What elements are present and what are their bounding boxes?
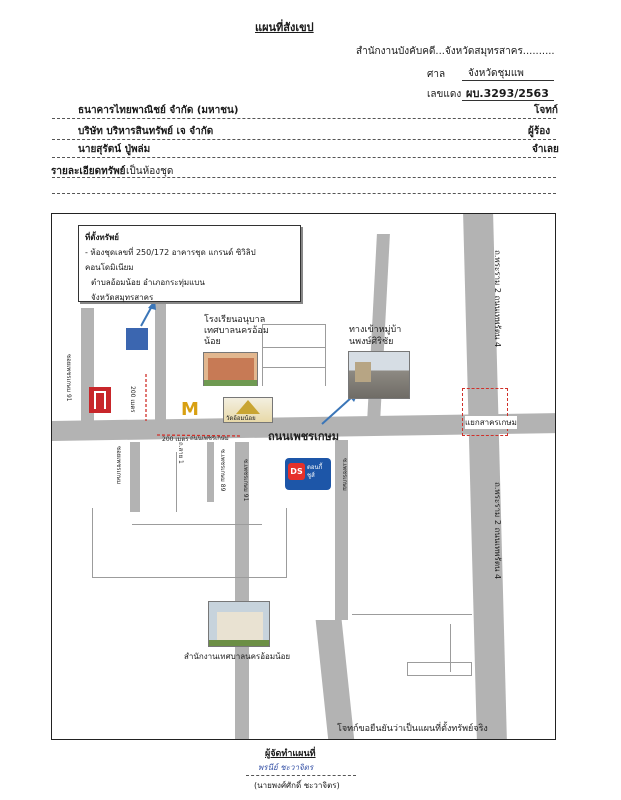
location-map [51, 213, 556, 740]
soi-c-label: ซ.เพชรเกษม [341, 458, 348, 491]
municipality-office-photo [208, 601, 270, 647]
highway-label-top: ถ.พระราม 2 ถนนเทพรัตน 4 [493, 250, 502, 348]
certification-text: โจทก์ขอยืนยันว่าเป็นแผนที่ตั้งทรัพย์จริง [337, 724, 488, 734]
signature-scribble: พรนีย์ ชะวาจิตร [258, 763, 314, 772]
asset-value: เป็นห้องชุด [126, 166, 174, 177]
case-underline [462, 100, 554, 101]
municipality-office-label: สำนักงานเทศบาลนครอ้อมน้อย [184, 652, 291, 661]
soi-left-label: ซอยเพชรเกษม 91 [65, 354, 72, 402]
document-title: แผนที่สังเขป [255, 21, 314, 34]
info-line-3: จังหวัดสมุทรสาคร [91, 293, 154, 302]
case-label: เลขแดง [427, 89, 462, 100]
distance-label-horizontal: 200 เมตร [162, 436, 189, 443]
village-entrance-photo [348, 351, 410, 399]
temple-icon [89, 387, 111, 413]
defendant-role: จำเลย [532, 144, 559, 155]
info-title: ที่ตั้งทรัพย์ [85, 233, 119, 242]
asset-line-2 [52, 193, 556, 194]
claimant-role: ผู้ร้อง [528, 126, 551, 137]
temple-icon-shape [94, 391, 106, 409]
store-logo-badge: DS [288, 463, 305, 480]
plaintiff-name: ธนาคารไทยพาณิชย์ จำกัด (มหาชน) [78, 105, 239, 116]
claimant-line [52, 139, 556, 140]
soi-d-label: ถ.สาย 1 [177, 442, 184, 464]
defendant-name: นายสุรัตน์ ปู่พล่ม [78, 144, 151, 155]
plaintiff-line [52, 118, 556, 119]
soi-a-label: ซ.เพชรเกษม 89 [219, 449, 226, 492]
soi-b-label: ซ.เพชรเกษม 91 [242, 459, 249, 502]
temple-roof [236, 400, 260, 414]
asset-line-1 [52, 177, 556, 178]
court-label: ศาล [427, 69, 446, 80]
court-underline [462, 80, 554, 81]
office-building [217, 612, 263, 640]
signatory-name: (นายพงศ์ศักดิ์ ชะวาจิตร) [254, 781, 340, 790]
school-label: โรงเรียนอนุบาลเทศบาลนครอ้อมน้อย [204, 315, 269, 347]
office-name: สำนักงานบังคับคดี...จังหวัดสมุทรสาคร.......... [356, 46, 555, 57]
asset-arrow [141, 306, 152, 326]
plaintiff-role: โจทก์ [534, 105, 558, 116]
signature-label: ผู้จัดทำแผนที่ [265, 749, 316, 759]
school-lawn [204, 380, 257, 386]
temple-photo [223, 397, 273, 423]
info-line-2: ตำบลอ้อมน้อย อำเภอกระทุ่มแบน [91, 278, 205, 287]
asset-label: รายละเอียดทรัพย์ [51, 166, 126, 177]
village-entrance-label: ทางเข้าหมู่บ้านพงษ์ศิริชัย [349, 325, 402, 347]
road-small-label: ถนนเพชรเกษม [190, 435, 229, 442]
signature-line [246, 775, 356, 776]
soi-near-label: ซอยเพชรเกษม [115, 446, 122, 485]
store-logo [285, 458, 331, 490]
school-photo [203, 352, 258, 386]
highway-label-bottom: ถ.พระราม 2 ถนนเทพรัตน 4 [493, 482, 502, 580]
restaurant-icon: M [181, 399, 199, 420]
village-gate [355, 362, 371, 382]
temple-photo-label: วัดอ้อมน้อย [226, 415, 256, 422]
case-number: ผบ.3293/2563 [466, 87, 549, 100]
court-value: จังหวัดชุมแพ [468, 68, 524, 79]
store-name: ดอนกี้ ชูส์ [307, 464, 323, 479]
office-lawn [209, 640, 269, 646]
claimant-name: บริษัท บริหารสินทรัพย์ เจ จำกัด [78, 126, 214, 137]
school-building [208, 358, 254, 380]
village-arrow [322, 397, 352, 424]
junction-label: แยกสาครเกษม [465, 418, 517, 427]
info-line-1: - ห้องชุดเลขที่ 250/172 อาคารชุด แกรนด์ ซิวิลิป คอนโดมิเนียม [85, 248, 256, 272]
main-road-label: ถนนเพชรเกษม [268, 430, 340, 443]
asset-info-box [78, 225, 301, 302]
defendant-line [52, 157, 556, 158]
distance-label-vertical: 200 เมตร [129, 386, 136, 413]
